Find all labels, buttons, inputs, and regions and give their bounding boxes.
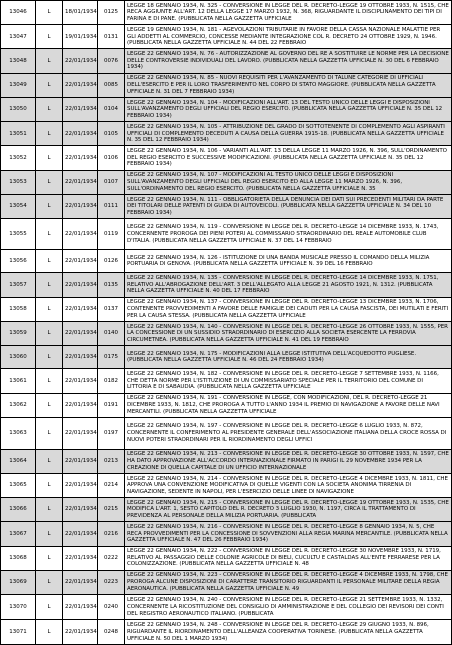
record-page: 0106 [98,146,125,170]
record-page: 0213 [98,449,125,473]
record-page: 0125 [98,1,125,25]
record-type: L [36,522,63,546]
record-description: LEGGE 22 GENNAIO 1934, N. 175 - MODIFICAZIONI ALLA LEGGE ISTITUTIVA DELL'ACQUEDOTTO PUGLIESE. (PUBBLICATA NELLA GAZZETTA UFFICIALE N. 46 DEL 24 FEBBRAIO 1934) [125,346,452,369]
record-description: LEGGE 22 GENNAIO 1934, N. 216 - CONVERSIONE IN LEGGE DEL R. DECRETO-LEGGE 8 GENNAIO 1934, N. 5, CHE RECA PROVVEDIMENTI PER LA CONCESSIONE DI SOVVENZIONI ALLA REGIA MARINA MERCANTILE. (PUBBLICATA NELLA GAZZETTA UFFICIALE N. 47 DEL 26 FEBBRAIO 1934) [125,522,452,546]
record-number: 13070 [1,594,36,620]
law-record-row [1,25,452,49]
record-date: 22/01/1934 [63,498,98,522]
record-date: 22/01/1934 [63,449,98,473]
law-record-row [1,98,452,122]
record-date: 22/01/1934 [63,122,98,146]
record-page: 0119 [98,219,125,250]
record-page: 0137 [98,297,125,321]
record-type: L [36,346,63,369]
record-number: 13049 [1,73,36,97]
record-type: L [36,620,63,645]
record-type: L [36,473,63,497]
law-record-row [1,146,452,170]
record-type: L [36,546,63,570]
record-date: 22/01/1934 [63,250,98,273]
record-page: 0107 [98,170,125,194]
law-record-row [1,250,452,273]
record-number: 13064 [1,449,36,473]
record-number: 13069 [1,570,36,594]
record-date: 22/01/1934 [63,49,98,73]
record-page: 0240 [98,594,125,620]
record-description: LEGGE 22 GENNAIO 1934, N. 213 - CONVERSIONE IN LEGGE DEL R. DECRETO-LEGGE 30 OTTOBRE 1933, N. 1597, CHE HA DATO APPROVAZIONE ALL'ACCORDO INTERNAZIONALE FIRMATO IN PARIGI IL 29 NOVEMBRE 1934 PER LA CREAZIONE DI QUELLA CAPITALE DI UN UFFICIO INTERNAZIONALE [125,449,452,473]
record-type: L [36,1,63,25]
record-description: LEGGE 22 GENNAIO 1934, N. 191 - CONVERSIONE IN LEGGE, CON MODIFICAZIONI, DEL R. DECRETO-LEGGE 21 DICEMBRE 1933, N. 1812, CHE PROROGA A TUTTO L'ANNO 1934 IL PREMIO DI NAVIGAZIONE A FAVORE DELLE NAVI MERCANTILI. (PUBBLICATA NELLA GAZZETTA UFFICIALE [125,393,452,417]
record-number: 13050 [1,98,36,122]
record-number: 13066 [1,498,36,522]
record-number: 13046 [1,1,36,25]
law-record-row [1,170,452,194]
law-record-row [1,620,452,645]
record-description: LEGGE 22 GENNAIO 1934, N. 105 - ATTRIBUZIONE DEL GRADO DI SOTTOTENENTE DI COMPLEMENTO AGLI ASPIRANTI UFFICIALI DI COMPLEMENTO DECEDUTI A CAUSA DELLA GUERRA 1915-18. (PUBBLICATA NELLA GAZZETTA UFFICIALE N. 35 DEL 12 FEBBRAIO 1934) [125,122,452,146]
law-record-row [1,570,452,594]
record-number: 13068 [1,546,36,570]
record-type: L [36,417,63,449]
record-page: 0214 [98,473,125,497]
record-description: LEGGE 22 GENNAIO 1934, N. 111 - OBBLIGATORIETA DELLA DENUNCIA DEI DATI SUI PRECEDENTI MILITARI DA PARTE DEI TITOLARI DELLE PATENTI DI GUIDA DI AUTOVEICOLI. (PUBBLICATA NELLA GAZZETTA UFFICIALE N. 34 DEL 10 FEBBRAIO 1934) [125,195,452,219]
record-number: 13047 [1,25,36,49]
record-type: L [36,195,63,219]
record-number: 13051 [1,122,36,146]
record-date: 22/01/1934 [63,473,98,497]
record-date: 22/01/1934 [63,522,98,546]
law-record-row [1,346,452,369]
record-date: 22/01/1934 [63,393,98,417]
record-description: LEGGE 22 GENNAIO 1934, N. 119 - CONVERSIONE IN LEGGE DEL R. DECRETO-LEGGE 14 DICEMBRE 1933, N. 1743, CONCERNENTE PROROGA DEI PIENI POTERI AL COMMISSARIO STRAORDINARIO DEL REALE AUTOMOBILE CLUB D'ITALIA. (PUBBLICATA NELLA GAZZETTA UFFICIALE N. 37 DEL 14 FEBBRAIO [125,219,452,250]
law-record-row [1,522,452,546]
record-page: 0191 [98,393,125,417]
record-description: LEGGE 22 GENNAIO 1934, N. 215 - CONVERSIONE IN LEGGE DEL R. DECRETO-LEGGE 19 OTTOBRE 1933, N. 1535, CHE MODIFICA L'ART. 1, SESTO CAPITOLO DEL R. DECRETO 3 LUGLIO 1930, N. 1197, CIRCA IL TRATTAMENTO DI PREVIDENZA AL PERSONALE DELLA MILIZIA PORTUARIA. (PUBBLICATA [125,498,452,522]
record-description: LEGGE 22 GENNAIO 1934, N. 104 - MODIFICAZIONI ALL'ART. 13 DEL TESTO UNICO DELLE LEGGI E DISPOSIZIONI SULL'AVANZAMENTO DEGLI UFFICIALI DEL REGIO ESERCITO. (PUBBLICATA NELLA GAZZETTA UFFICIALE N. 35 DEL 12 FEBBRAIO 1934) [125,98,452,122]
law-record-row [1,49,452,73]
record-description: LEGGE 22 GENNAIO 1934, N. 223 - CONVERSIONE IN LEGGE DEL R. DECRETO-LEGGE 4 DICEMBRE 1933, N. 1798, CHE PROROGA ALCUNE DISPOSIZIONI DI CARATTERE TRANSITORIO RIGUARDANTI IL PERSONALE MILITARE DELLA REGIA AERONAUTICA. (PUBBLICATA NELLA GAZZETTA UFFICIALE N. 49 [125,570,452,594]
record-type: L [36,49,63,73]
record-page: 0222 [98,546,125,570]
record-number: 13055 [1,219,36,250]
record-date: 22/01/1934 [63,146,98,170]
record-type: L [36,369,63,393]
record-date: 22/01/1934 [63,594,98,620]
record-page: 0126 [98,250,125,273]
record-number: 13057 [1,273,36,297]
record-description: LEGGE 22 GENNAIO 1934, N. 140 - CONVERSIONE IN LEGGE DEL R. DECRETO-LEGGE 26 OTTOBRE 1933, N. 1555, PER LA CONCESSIONE DI UN SUSSIDIO STRAORDINARIO DI ESERCIZIO ALLA SOCIETA ESERCENTE LA FERROVIA CIRCUMETNEA. (PUBBLICATA NELLA GAZZETTA UFFICIALE N. 41 DEL 19 FEBBRAIO [125,321,452,345]
record-description: LEGGE 22 GENNAIO 1934, N. 126 - ISTITUZIONE DI UNA BANDA MUSICALE PRESSO IL COMANDO DELLA MILIZIA PORTUARIA DI GENOVA. (PUBBLICATA NELLA GAZZETTA UFFICIALE N. 39 DEL 16 FEBBRAIO [125,250,452,273]
record-type: L [36,219,63,250]
record-number: 13067 [1,522,36,546]
record-type: L [36,98,63,122]
record-page: 0131 [98,25,125,49]
record-type: L [36,594,63,620]
record-description: LEGGE 19 GENNAIO 1934, N. 181 - AGEVOLAZIONI TRIBUTARIE IN FAVORE DELLA CASSA NAZIONALE MALATTIE PER GLI ADDETTI AL COMMERCIO, CONCESSE MEDIANTE INTEGRAZIONE COL R. DECRETO 24 OTTOBRE 1929, N. 1946. (PUBBLICATA NELLA GAZZETTA UFFICIALE N. 44 DEL 22 FEBBRAIO [125,25,452,49]
record-page: 0175 [98,346,125,369]
record-date: 22/01/1934 [63,620,98,645]
record-date: 22/01/1934 [63,369,98,393]
record-type: L [36,25,63,49]
record-type: L [36,122,63,146]
law-record-row [1,473,452,497]
record-number: 13063 [1,417,36,449]
law-record-row [1,321,452,345]
record-page: 0223 [98,570,125,594]
record-number: 13071 [1,620,36,645]
law-record-row [1,1,452,25]
law-record-row [1,273,452,297]
record-number: 13065 [1,473,36,497]
record-number: 13052 [1,146,36,170]
record-type: L [36,146,63,170]
record-date: 22/01/1934 [63,417,98,449]
record-description: LEGGE 22 GENNAIO 1934, N. 197 - CONVERSIONE IN LEGGE DEL R. DECRETO-LEGGE 6 LUGLIO 1933, N. 872, CONCERNENTE IL CONFERIMENTO AL PRESIDENTE GENERALE DELL'ASSOCIAZIONE ITALIANA DELLA CROCE ROSSA DI NUOVI POTERI STRAORDINARI PER IL RIORDINAMENTO DEGLI UFFICI [125,417,452,449]
record-description: LEGGE 22 GENNAIO 1934, N. 137 - CONVERSIONE IN LEGGE DEL R. DECRETO-LEGGE 13 DICEMBRE 1933, N. 1706, CONTENENTE PROVVEDIMENTI A FAVORE DELLE FAMIGLIE DEI CADUTI PER LA CAUSA FASCISTA, DEI MUTILATI E FERITI PER LA CAUSA STESSA. (PUBBLICATA NELLA GAZZETTA UFFICIALE [125,297,452,321]
record-page: 0104 [98,98,125,122]
record-type: L [36,498,63,522]
record-page: 0216 [98,522,125,546]
record-date: 18/01/1934 [63,1,98,25]
record-description: LEGGE 22 GENNAIO 1934, N. 240 - CONVERSIONE IN LEGGE DEL R. DECRETO-LEGGE 21 SETTEMBRE 1933, N. 1332, CONCERNENTE LA RICOSTITUZIONE DEL CONSIGLIO DI AMMINISTRAZIONE E DEL COLLEGIO DEI REVISORI DEI CONTI DEL REGISTRO AERONAUTICO ITALIANO. (PUBBLICATA [125,594,452,620]
record-description: LEGGE 22 GENNAIO 1934, N. 85 - NUOVI REQUISITI PER L'AVANZAMENTO DI TALUNE CATEGORIE DI UFFICIALI DELL'ESERCITO E PER IL LORO TRASFERIMENTO NEL CORPO DI STATO MAGGIORE. (PUBBLICATA NELLA GAZZETTA UFFICIALE N. 31 DEL 7 FEBBRAIO 1934) [125,73,452,97]
record-page: 0111 [98,195,125,219]
law-record-row [1,297,452,321]
record-page: 0140 [98,321,125,345]
record-page: 0135 [98,273,125,297]
record-type: L [36,449,63,473]
record-type: L [36,570,63,594]
law-register-body [1,1,452,645]
law-record-row [1,73,452,97]
record-description: LEGGE 22 GENNAIO 1934, N. 106 - VARIANTI ALL'ART. 13 DELLA LEGGE 11 MARZO 1926, N. 396, SULL'ORDINAMENTO DEL REGIO ESERCITO E SUCCESSIVE MODIFICAZIONI. (PUBBLICATA NELLA GAZZETTA UFFICIALE N. 35 DEL 12 FEBBRAIO 1934) [125,146,452,170]
record-description: LEGGE 18 GENNAIO 1934, N. 325 - CONVERSIONE IN LEGGE DEL R. DECRETO-LEGGE 19 OTTOBRE 1933, N. 1515, CHE RECA AGGIUNTE ALL'ART. 12 DELLA LEGGE 17 MARZO 1932, N. 368, RIGUARDANTE IL DISCIPLINAMENTO DEI TIPI DI FARINA E DI PANE. (PUBBLICATA NELLA GAZZETTA UFFICIALE [125,1,452,25]
record-type: L [36,73,63,97]
record-number: 13053 [1,170,36,194]
record-description: LEGGE 22 GENNAIO 1934, N. 107 - MODIFICAZIONI AL TESTO UNICO DELLE LEGGI E DISPOSIZIONI SULL'AVANZAMENTO DEGLI UFFICIALI DEL REGIO ESERCITO ED ALLA LEGGE 11 MARZO 1926, N. 396, SULL'ORDINAMENTO DEL REGIO ESERCITO. (PUBBLICATA NELLA GAZZETTA UFFICIALE N. 35 [125,170,452,194]
record-page: 0215 [98,498,125,522]
record-number: 13062 [1,393,36,417]
record-number: 13060 [1,346,36,369]
record-page: 0076 [98,49,125,73]
record-type: L [36,250,63,273]
record-number: 13048 [1,49,36,73]
record-description: LEGGE 22 GENNAIO 1934, N. 182 - CONVERSIONE IN LEGGE DEL R. DECRETO-LEGGE 7 SETTEMBRE 1933, N. 1166, CHE DETTA NORME PER L'ISTITUZIONE DI UN COMMISSARIATO SPECIALE PER IL TERRITORIO DEL COMUNE DI LITTORIA E DI SABAUDIA. (PUBBLICATA NELLA GAZZETTA UFFICIALE [125,369,452,393]
record-type: L [36,321,63,345]
law-record-row [1,449,452,473]
record-date: 22/01/1934 [63,297,98,321]
law-record-row [1,195,452,219]
law-record-row [1,417,452,449]
law-record-row [1,498,452,522]
record-description: LEGGE 22 GENNAIO 1934, N. 135 - CONVERSIONE IN LEGGE DEL R. DECRETO-LEGGE 14 DICEMBRE 1933, N. 1751, RELATIVO ALL'ABROGAZIONE DELL'ART. 3 DELL'ALLEGATO ALLA LEGGE 21 AGOSTO 1921, N. 1312. (PUBBLICATA NELLA GAZZETTA UFFICIALE N. 40 DEL 17 FEBBRAIO [125,273,452,297]
record-description: LEGGE 22 GENNAIO 1934, N. 76 - AUTORIZZAZIONE AL GOVERNO DEL RE A SOSTITUIRE LE NORME PER LA DECISIONE DELLE CONTROVERSIE INDIVIDUALI DEL LAVORO. (PUBBLICATA NELLA GAZZETTA UFFICIALE N. 30 DEL 6 FEBBRAIO 1934) [125,49,452,73]
record-date: 22/01/1934 [63,321,98,345]
law-record-row [1,369,452,393]
record-page: 0182 [98,369,125,393]
record-type: L [36,170,63,194]
record-page: 0197 [98,417,125,449]
record-date: 22/01/1934 [63,73,98,97]
law-record-row [1,219,452,250]
record-type: L [36,393,63,417]
record-number: 13059 [1,321,36,345]
record-date: 22/01/1934 [63,273,98,297]
record-date: 22/01/1934 [63,195,98,219]
record-date: 22/01/1934 [63,170,98,194]
record-page: 0248 [98,620,125,645]
record-description: LEGGE 22 GENNAIO 1934, N. 222 - CONVERSIONE IN LEGGE DEL R. DECRETO-LEGGE 30 NOVEMBRE 1933, N. 1719, RELATIVO AL PASSAGGIO DELLE COLONIE AGRICOLE DI BIELI, CUCULTU E CASTALDAS ALL'ENTE FERRARESE PER LA COLONIZZAZIONE. (PUBBLICATA NELLA GAZZETTA UFFICIALE N. 48 [125,546,452,570]
record-date: 22/01/1934 [63,570,98,594]
record-number: 13056 [1,250,36,273]
record-number: 13061 [1,369,36,393]
record-description: LEGGE 22 GENNAIO 1934, N. 248 - CONVERSIONE IN LEGGE DEL R. DECRETO-LEGGE 29 GIUGNO 1933, N. 896, RIGUARDANTE IL RIORDINAMENTO DELL'ALLEANZA COOPERATIVA TORINESE. (PUBBLICATA NELLA GAZZETTA UFFICIALE N. 50 DEL 1 MARZO 1934) [125,620,452,645]
law-record-row [1,122,452,146]
record-date: 19/01/1934 [63,25,98,49]
record-date: 22/01/1934 [63,546,98,570]
law-record-row [1,594,452,620]
law-record-row [1,546,452,570]
record-date: 22/01/1934 [63,219,98,250]
record-type: L [36,297,63,321]
record-page: 0105 [98,122,125,146]
record-date: 22/01/1934 [63,98,98,122]
law-record-row [1,393,452,417]
record-number: 13058 [1,297,36,321]
record-page: 0085 [98,73,125,97]
record-type: L [36,273,63,297]
record-description: LEGGE 22 GENNAIO 1934, N. 214 - CONVERSIONE IN LEGGE DEL R. DECRETO-LEGGE 4 DICEMBRE 1933, N. 1811, CHE APPROVA UNA CONVENZIONE MODIFICATIVA DI QUELLE VIGENTI CON LA SOCIETA ANONIMA TIRRENIA DI NAVIGAZIONE, SEDENTE IN NAPOLI, PER L'ESERCIZIO DELLE LINEE DI NAVIGAZIONE [125,473,452,497]
record-number: 13054 [1,195,36,219]
record-date: 22/01/1934 [63,346,98,369]
